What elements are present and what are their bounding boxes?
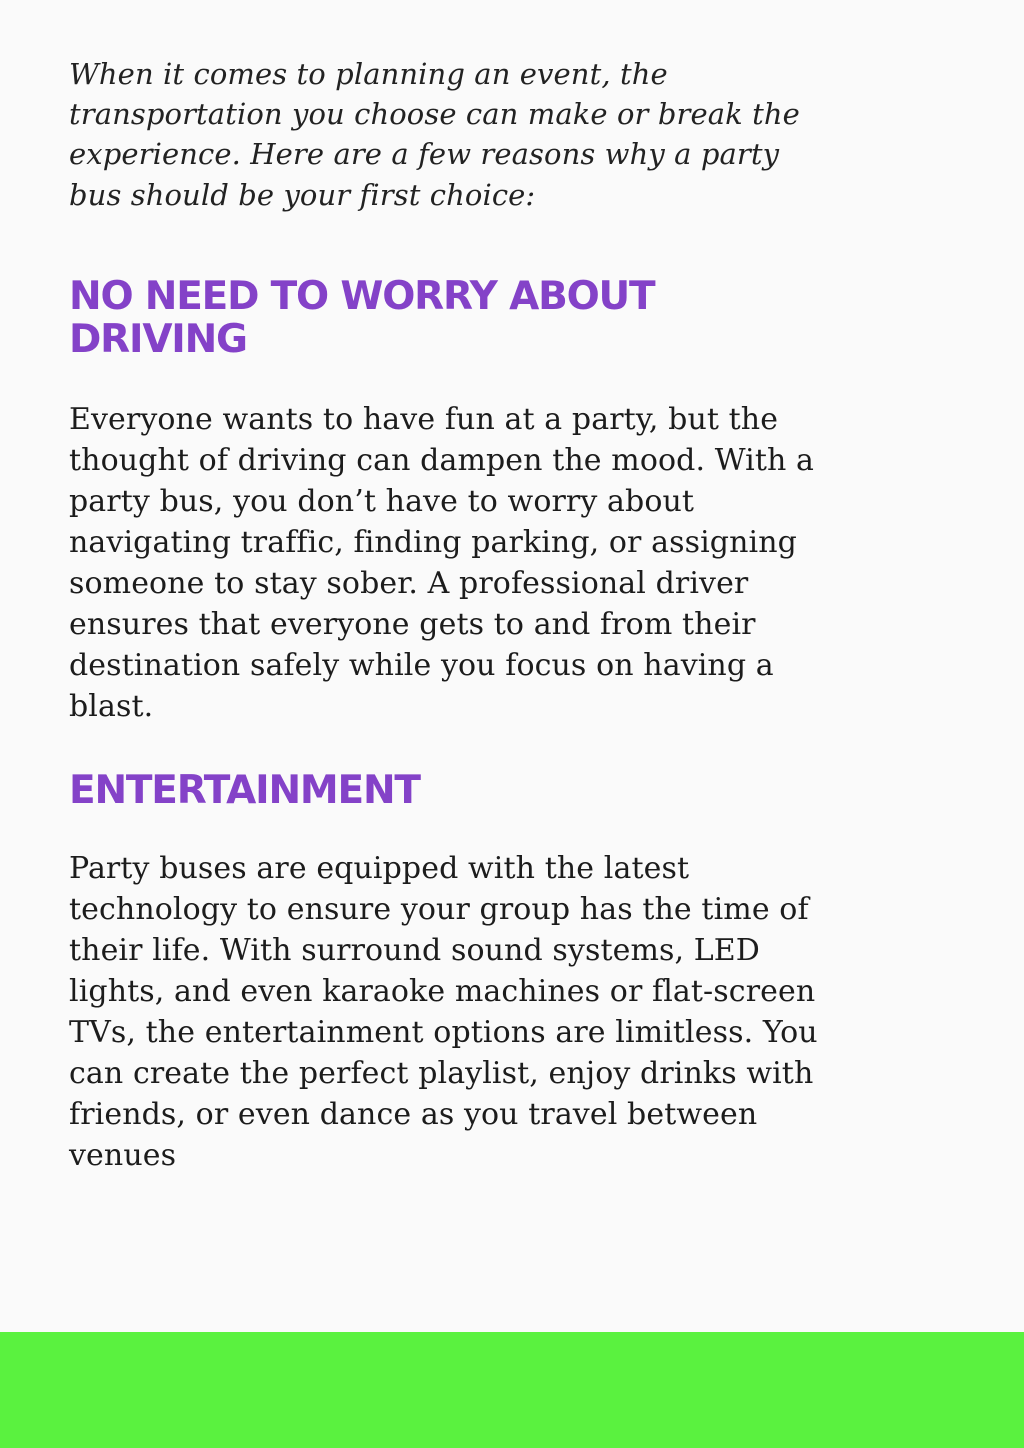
- footer-bar: [0, 1332, 1024, 1448]
- intro-paragraph: When it comes to planning an event, the transportation you choose can make or break the experience. Here are a few reasons why a party bus should be your first choice:: [69, 57, 800, 212]
- section-heading-driving: NO NEED TO WORRY ABOUT DRIVING: [69, 273, 655, 362]
- section-heading-entertainment: ENTERTAINMENT: [69, 767, 420, 813]
- section-body-entertainment: Party buses are equipped with the latest technology to ensure your group has the time of their life. With surround sound systems, LED lights, and even karaoke machines or flat-screen TVs, the entertainment options are limitless. You can create the perfect playlist, enjoy drinks with friends, or even dance as you travel between venues: [69, 850, 818, 1173]
- document-content: [69, 54, 829, 1176]
- section-body-driving: Everyone wants to have fun at a party, but the thought of driving can dampen the mood. With a party bus, you don’t have to worry about navigating traffic, finding parking, or assigning someone to stay sober. A professional driver ensures that everyone gets to and from their destination safely while you focus on having a blast.: [69, 401, 815, 724]
